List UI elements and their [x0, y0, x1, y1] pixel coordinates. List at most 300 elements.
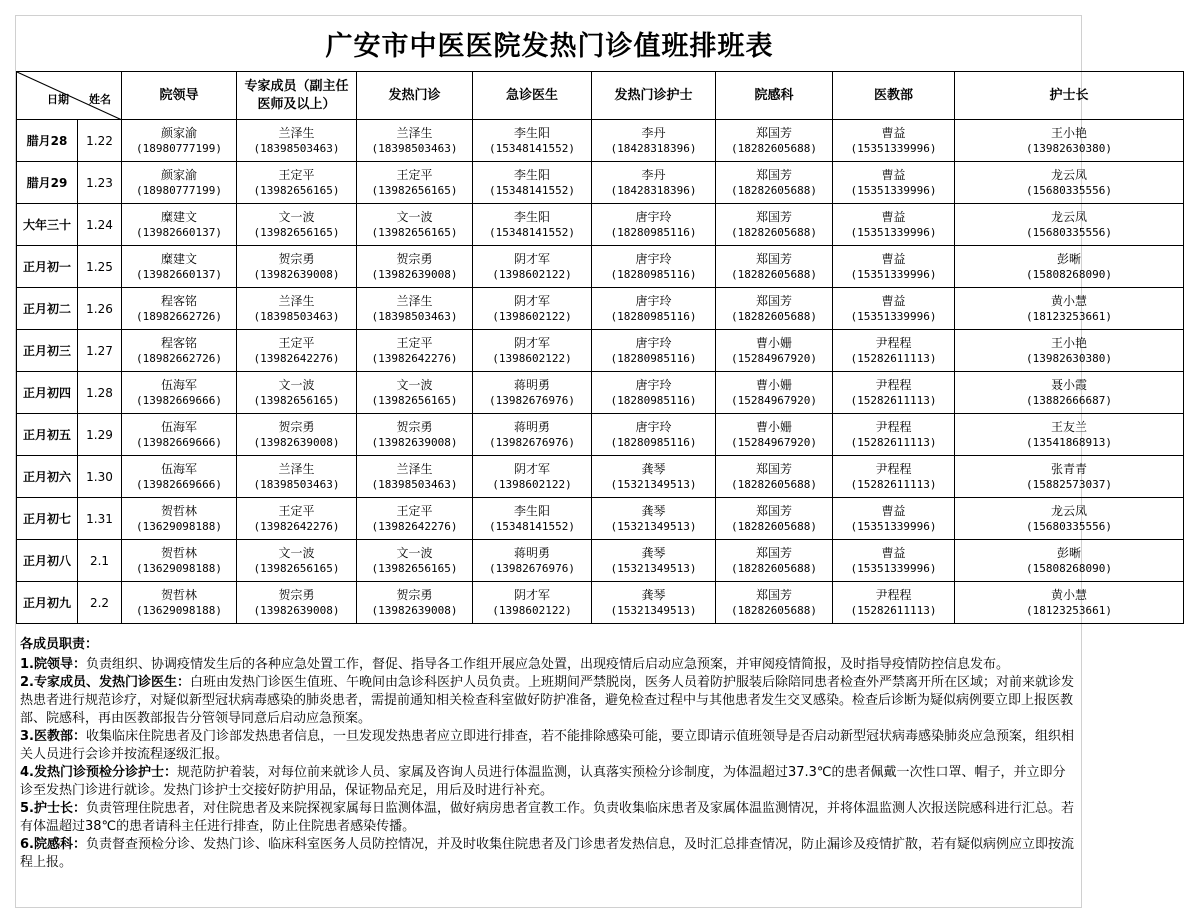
staff-phone: (13982639008) — [253, 603, 340, 617]
duty-cell — [833, 540, 955, 582]
staff-name: 曹小姗 — [755, 335, 792, 350]
duty-cell — [122, 330, 237, 372]
duty-cell — [955, 288, 1184, 330]
duty-cell — [473, 330, 592, 372]
row-date-cell: 正月初九 — [17, 582, 78, 624]
staff-name: 曹益 — [881, 503, 906, 518]
duty-cell — [237, 540, 357, 582]
duty-cell — [716, 372, 833, 414]
staff-phone: (15351339996) — [850, 141, 937, 155]
duty-cell — [357, 246, 473, 288]
staff-phone: (15351339996) — [850, 267, 937, 281]
duty-cell — [833, 330, 955, 372]
staff-name: 李丹 — [641, 125, 666, 140]
duty-cell — [122, 162, 237, 204]
staff-phone: (15321349513) — [610, 561, 697, 575]
duty-cell — [955, 330, 1184, 372]
duty-cell — [357, 204, 473, 246]
table-row — [17, 582, 1184, 624]
staff-phone: (13982660137) — [135, 225, 223, 239]
staff-name: 颜家渝 — [160, 125, 197, 140]
staff-name: 曹益 — [881, 125, 906, 140]
col-header-fever-clinic: 发热门诊 — [357, 72, 473, 120]
staff-phone: (13629098188) — [135, 561, 223, 575]
staff-phone: (13982639008) — [371, 267, 458, 281]
notes-heading: 各成员职责： — [20, 637, 99, 652]
staff-name: 李生阳 — [513, 167, 550, 182]
duty-cell — [473, 456, 592, 498]
duty-cell — [833, 372, 955, 414]
row-gregorian-date-cell: 1.25 — [78, 246, 122, 288]
duty-cell — [716, 204, 833, 246]
staff-name: 曹益 — [881, 545, 906, 560]
row-date-cell: 正月初八 — [17, 540, 78, 582]
duty-note-text: 负责管理住院患者，对住院患者及来院探视家属每日监测体温，做好病房患者宣教工作。负责收集临床患者及家属体温监测情况，并将体温监测人次报送院感科进行汇总。若有体温超过38℃的患者请科主任进行排查，防止住院患者感染传播。 — [20, 801, 1074, 834]
row-date-cell: 正月初一 — [17, 246, 78, 288]
staff-name: 曹益 — [881, 251, 906, 266]
duty-cell — [122, 120, 237, 162]
staff-phone: (18280985116) — [610, 393, 697, 407]
duty-cell — [237, 582, 357, 624]
row-date-cell: 正月初四 — [17, 372, 78, 414]
staff-phone: (13982656165) — [253, 393, 340, 407]
staff-name: 程客铭 — [160, 335, 197, 350]
staff-phone: (18282605688) — [730, 519, 818, 533]
duty-cell — [237, 162, 357, 204]
duty-note-item — [20, 656, 1078, 674]
staff-name: 郑国芳 — [755, 167, 792, 182]
duty-cell — [833, 288, 955, 330]
staff-phone: (18282605688) — [730, 603, 818, 617]
staff-name: 尹程程 — [875, 377, 912, 392]
row-date-cell: 正月初五 — [17, 414, 78, 456]
staff-name: 兰泽生 — [278, 293, 315, 308]
staff-name: 伍海军 — [160, 419, 197, 434]
staff-name: 唐宇玲 — [635, 377, 672, 392]
duty-cell — [237, 372, 357, 414]
duty-note-text: 收集临床住院患者及门诊部发热患者信息，一旦发现发热患者应立即进行排查，若不能排除感染可能，要立即请示值班领导是否启动新型冠状病毒感染肺炎应急预案，组织相关人员进行会诊并按流程逐级汇报。 — [20, 729, 1074, 762]
duty-cell — [357, 540, 473, 582]
duty-cell — [592, 330, 716, 372]
staff-name: 龚琴 — [641, 587, 666, 602]
staff-phone: (1398602122) — [492, 351, 572, 365]
staff-name: 阴才军 — [513, 461, 550, 476]
duty-cell — [357, 162, 473, 204]
duty-cell — [357, 372, 473, 414]
staff-name: 曹小姗 — [755, 377, 792, 392]
staff-phone: (13982669666) — [135, 435, 223, 449]
duty-note-item — [20, 674, 1078, 728]
row-gregorian-date-cell: 1.30 — [78, 456, 122, 498]
notes-list — [20, 656, 1078, 872]
staff-phone: (13982639008) — [371, 603, 458, 617]
col-header-head-nurse: 护士长 — [955, 72, 1184, 120]
staff-name: 贺宗勇 — [278, 251, 315, 266]
col-header-infection-dept: 院感科 — [716, 72, 833, 120]
duty-cell — [237, 288, 357, 330]
staff-name: 李生阳 — [513, 209, 550, 224]
staff-phone: (15348141552) — [488, 519, 576, 533]
duty-cell — [592, 456, 716, 498]
duty-cell — [592, 120, 716, 162]
staff-phone: (18282605688) — [730, 561, 818, 575]
staff-phone: (13982656165) — [253, 183, 340, 197]
row-gregorian-date-cell: 1.27 — [78, 330, 122, 372]
staff-name: 兰泽生 — [396, 461, 433, 476]
row-gregorian-date-cell: 1.31 — [78, 498, 122, 540]
staff-name: 唐宇玲 — [635, 419, 672, 434]
col-header-emergency-doctor: 急诊医生 — [473, 72, 592, 120]
duty-cell — [122, 246, 237, 288]
duty-cell — [833, 456, 955, 498]
table-row — [17, 498, 1184, 540]
staff-name: 唐宇玲 — [635, 209, 672, 224]
duty-cell — [833, 498, 955, 540]
staff-phone: (15882573037) — [1025, 477, 1113, 491]
duty-note-label: 3.医教部： — [20, 729, 86, 744]
staff-phone: (15282611113) — [850, 351, 937, 365]
row-date-cell: 腊月28 — [17, 120, 78, 162]
staff-name: 尹程程 — [875, 587, 912, 602]
staff-phone: (13629098188) — [135, 603, 223, 617]
table-row — [17, 372, 1184, 414]
staff-name: 唐宇玲 — [635, 293, 672, 308]
duty-cell — [716, 414, 833, 456]
staff-name: 曹小姗 — [755, 419, 792, 434]
staff-phone: (15680335556) — [1025, 225, 1113, 239]
staff-phone: (13982642276) — [253, 351, 340, 365]
page-title: 广安市中医医院发热门诊值班排班表 — [325, 31, 774, 62]
staff-phone: (18123253661) — [1025, 309, 1113, 323]
table-row — [17, 162, 1184, 204]
duty-cell — [716, 456, 833, 498]
staff-phone: (15282611113) — [850, 393, 937, 407]
staff-phone: (18123253661) — [1025, 603, 1113, 617]
staff-phone: (18980777199) — [135, 141, 223, 155]
duty-cell — [955, 162, 1184, 204]
duty-cell — [833, 204, 955, 246]
duty-cell — [716, 162, 833, 204]
duty-cell — [955, 372, 1184, 414]
staff-name: 郑国芳 — [755, 503, 792, 518]
staff-phone: (15680335556) — [1025, 519, 1113, 533]
duty-cell — [473, 246, 592, 288]
staff-phone: (18282605688) — [730, 267, 818, 281]
duty-cell — [473, 540, 592, 582]
staff-name: 文一波 — [396, 377, 433, 392]
staff-phone: (18428318396) — [610, 141, 697, 155]
staff-phone: (13982669666) — [135, 477, 223, 491]
duty-cell — [716, 246, 833, 288]
duty-note-item — [20, 836, 1078, 872]
duty-cell — [473, 288, 592, 330]
staff-name: 郑国芳 — [755, 293, 792, 308]
staff-phone: (1398602122) — [492, 477, 572, 491]
staff-name: 龚琴 — [641, 461, 666, 476]
staff-name: 蒋明勇 — [513, 419, 550, 434]
staff-name: 曹益 — [881, 293, 906, 308]
staff-name: 糜建文 — [160, 251, 197, 266]
staff-name: 阴才军 — [513, 251, 550, 266]
staff-name: 李生阳 — [513, 125, 550, 140]
staff-name: 阴才军 — [513, 293, 550, 308]
staff-name: 李丹 — [641, 167, 666, 182]
staff-phone: (13982676976) — [488, 435, 576, 449]
staff-name: 贺宗勇 — [396, 587, 433, 602]
row-date-cell: 正月初二 — [17, 288, 78, 330]
staff-phone: (1398602122) — [492, 309, 572, 323]
staff-phone: (18282605688) — [730, 141, 818, 155]
duty-cell — [716, 498, 833, 540]
staff-name: 阴才军 — [513, 587, 550, 602]
staff-phone: (13982639008) — [253, 435, 340, 449]
staff-name: 唐宇玲 — [635, 335, 672, 350]
staff-name: 龚琴 — [641, 545, 666, 560]
duty-cell — [955, 582, 1184, 624]
staff-phone: (15348141552) — [488, 141, 576, 155]
row-date-cell: 正月初三 — [17, 330, 78, 372]
row-date-cell: 腊月29 — [17, 162, 78, 204]
staff-phone: (1398602122) — [492, 603, 572, 617]
staff-name: 郑国芳 — [755, 545, 792, 560]
staff-name: 贺哲林 — [160, 545, 197, 560]
staff-name: 尹程程 — [875, 335, 912, 350]
staff-phone: (15321349513) — [610, 603, 697, 617]
header-row — [17, 72, 1184, 120]
staff-name: 伍海军 — [160, 461, 197, 476]
staff-name: 蒋明勇 — [513, 377, 550, 392]
staff-phone: (18398503463) — [371, 141, 458, 155]
duty-cell — [592, 582, 716, 624]
staff-phone: (18398503463) — [253, 141, 340, 155]
staff-phone: (18398503463) — [371, 309, 458, 323]
col-header-fever-nurse: 发热门诊护士 — [592, 72, 716, 120]
staff-name: 张青青 — [1050, 461, 1087, 476]
staff-phone: (18398503463) — [253, 477, 340, 491]
staff-phone: (13982630380) — [1025, 141, 1113, 155]
table-row — [17, 204, 1184, 246]
table-row — [17, 540, 1184, 582]
staff-phone: (13982656165) — [253, 561, 340, 575]
duty-cell — [237, 330, 357, 372]
duty-note-item — [20, 728, 1078, 764]
staff-phone: (18282605688) — [730, 309, 818, 323]
staff-name: 曹益 — [881, 167, 906, 182]
staff-phone: (18282605688) — [730, 183, 818, 197]
duty-cell — [833, 246, 955, 288]
staff-phone: (15282611113) — [850, 603, 937, 617]
staff-phone: (18280985116) — [610, 351, 697, 365]
staff-phone: (13982660137) — [135, 267, 223, 281]
staff-phone: (15808268090) — [1025, 267, 1113, 281]
duty-cell — [122, 456, 237, 498]
row-gregorian-date-cell: 2.1 — [78, 540, 122, 582]
duty-note-item — [20, 764, 1078, 800]
staff-name: 郑国芳 — [755, 251, 792, 266]
staff-name: 彭晰 — [1056, 545, 1081, 560]
staff-name: 王定平 — [278, 167, 315, 182]
table-row — [17, 414, 1184, 456]
staff-name: 郑国芳 — [755, 125, 792, 140]
duty-cell — [122, 414, 237, 456]
duty-cell — [357, 582, 473, 624]
staff-phone: (13982630380) — [1025, 351, 1113, 365]
staff-name: 尹程程 — [875, 419, 912, 434]
duty-cell — [122, 372, 237, 414]
staff-name: 龚琴 — [641, 503, 666, 518]
staff-name: 郑国芳 — [755, 209, 792, 224]
staff-phone: (15282611113) — [850, 477, 937, 491]
duty-cell — [833, 582, 955, 624]
staff-phone: (15348141552) — [488, 225, 576, 239]
duty-cell — [716, 120, 833, 162]
staff-phone: (15808268090) — [1025, 561, 1113, 575]
row-gregorian-date-cell: 1.24 — [78, 204, 122, 246]
duty-cell — [357, 498, 473, 540]
duty-cell — [592, 246, 716, 288]
duties-notes — [20, 636, 1078, 872]
duty-cell — [955, 540, 1184, 582]
row-gregorian-date-cell: 1.28 — [78, 372, 122, 414]
staff-name: 王小艳 — [1050, 335, 1087, 350]
staff-phone: (18282605688) — [730, 477, 818, 491]
row-gregorian-date-cell: 2.2 — [78, 582, 122, 624]
staff-name: 阴才军 — [513, 335, 550, 350]
staff-phone: (18398503463) — [253, 309, 340, 323]
staff-phone: (13982642276) — [371, 351, 458, 365]
row-gregorian-date-cell: 1.29 — [78, 414, 122, 456]
staff-name: 王定平 — [278, 503, 315, 518]
duty-note-text: 负责督查预检分诊、发热门诊、临床科室医务人员防控情况，并及时收集住院患者及门诊患者发热信息，及时汇总排查情况，防止漏诊及疫情扩散，若有疑似病例应立即按流程上报。 — [20, 837, 1074, 870]
duty-cell — [833, 414, 955, 456]
duty-note-label: 5.护士长： — [20, 801, 86, 816]
staff-phone: (18280985116) — [610, 225, 697, 239]
staff-name: 贺宗勇 — [396, 419, 433, 434]
duty-cell — [237, 204, 357, 246]
duty-roster-table — [16, 71, 1184, 624]
staff-phone: (13541868913) — [1025, 435, 1113, 449]
duty-note-label: 1.院领导： — [20, 657, 86, 672]
staff-name: 文一波 — [278, 377, 315, 392]
duty-cell — [955, 204, 1184, 246]
staff-phone: (1398602122) — [492, 267, 572, 281]
duty-note-item — [20, 800, 1078, 836]
duty-cell — [473, 120, 592, 162]
duty-cell — [122, 204, 237, 246]
corner-header-cell — [17, 72, 122, 120]
staff-phone: (18980777199) — [135, 183, 223, 197]
staff-name: 贺宗勇 — [278, 587, 315, 602]
staff-name: 文一波 — [396, 545, 433, 560]
staff-name: 郑国芳 — [755, 461, 792, 476]
staff-name: 文一波 — [278, 545, 315, 560]
row-date-cell: 正月初六 — [17, 456, 78, 498]
duty-note-label: 6.院感科： — [20, 837, 86, 852]
staff-phone: (13982676976) — [488, 393, 576, 407]
duty-cell — [237, 246, 357, 288]
staff-phone: (15321349513) — [610, 477, 697, 491]
staff-phone: (15321349513) — [610, 519, 697, 533]
duty-cell — [122, 540, 237, 582]
duty-cell — [833, 162, 955, 204]
duty-cell — [592, 498, 716, 540]
staff-name: 蒋明勇 — [513, 545, 550, 560]
roster-body — [17, 120, 1184, 624]
staff-phone: (13982656165) — [371, 183, 458, 197]
staff-name: 王定平 — [396, 503, 433, 518]
row-date-cell: 正月初七 — [17, 498, 78, 540]
duty-note-text: 白班由发热门诊医生值班、午晚间由急诊科医护人员负责。上班期间严禁脱岗，医务人员着防护服装后除陪同患者检查外严禁离开所在区域；对前来就诊发热患者进行规范诊疗，对疑似新型冠状病毒感染的肺炎患者，需提前通知相关检查科室做好防护准备，避免检查过程中与其他患者发生交叉感染。检查后诊断为疑似病例要立即上报医教部、院感科，再由医教部报告分管领导同意后启动应急预案。 — [20, 675, 1074, 726]
staff-phone: (18398503463) — [371, 477, 458, 491]
duty-cell — [122, 582, 237, 624]
staff-name: 贺哲林 — [160, 503, 197, 518]
staff-phone: (18982662726) — [135, 351, 223, 365]
staff-phone: (15348141552) — [488, 183, 576, 197]
staff-phone: (13629098188) — [135, 519, 223, 533]
col-header-leader: 院领导 — [122, 72, 237, 120]
duty-cell — [955, 498, 1184, 540]
table-row — [17, 330, 1184, 372]
duty-note-label: 4.发热门诊预检分诊护士： — [20, 765, 177, 780]
staff-phone: (18282605688) — [730, 225, 818, 239]
table-row — [17, 120, 1184, 162]
staff-phone: (13982639008) — [371, 435, 458, 449]
duty-cell — [473, 498, 592, 540]
staff-name: 贺宗勇 — [278, 419, 315, 434]
duty-cell — [237, 498, 357, 540]
staff-phone: (13882666687) — [1025, 393, 1113, 407]
staff-phone: (15351339996) — [850, 225, 937, 239]
staff-phone: (15680335556) — [1025, 183, 1113, 197]
row-gregorian-date-cell: 1.23 — [78, 162, 122, 204]
staff-name: 曹益 — [881, 209, 906, 224]
staff-name: 唐宇玲 — [635, 251, 672, 266]
row-gregorian-date-cell: 1.22 — [78, 120, 122, 162]
staff-name: 尹程程 — [875, 461, 912, 476]
staff-phone: (18280985116) — [610, 267, 697, 281]
duty-cell — [237, 120, 357, 162]
staff-name: 文一波 — [396, 209, 433, 224]
staff-phone: (15351339996) — [850, 183, 937, 197]
duty-cell — [357, 288, 473, 330]
row-gregorian-date-cell: 1.26 — [78, 288, 122, 330]
table-row — [17, 456, 1184, 498]
staff-name: 兰泽生 — [396, 125, 433, 140]
staff-name: 糜建文 — [160, 209, 197, 224]
col-header-medical-edu: 医教部 — [833, 72, 955, 120]
staff-name: 李生阳 — [513, 503, 550, 518]
staff-name: 文一波 — [278, 209, 315, 224]
duty-cell — [592, 540, 716, 582]
staff-phone: (13982656165) — [253, 225, 340, 239]
table-row — [17, 246, 1184, 288]
staff-name: 黄小慧 — [1050, 587, 1087, 602]
staff-name: 王定平 — [396, 335, 433, 350]
staff-phone: (13982669666) — [135, 393, 223, 407]
duty-cell — [357, 330, 473, 372]
duty-cell — [473, 582, 592, 624]
duty-cell — [716, 540, 833, 582]
duty-cell — [592, 162, 716, 204]
staff-phone: (13982676976) — [488, 561, 576, 575]
staff-name: 龙云凤 — [1050, 167, 1087, 182]
col-header-expert: 专家成员（副主任医师及以上） — [237, 72, 357, 120]
staff-phone: (18428318396) — [610, 183, 697, 197]
staff-phone: (18280985116) — [610, 435, 697, 449]
roster-sheet — [15, 15, 1113, 908]
staff-phone: (15284967920) — [730, 351, 818, 365]
duty-cell — [357, 120, 473, 162]
